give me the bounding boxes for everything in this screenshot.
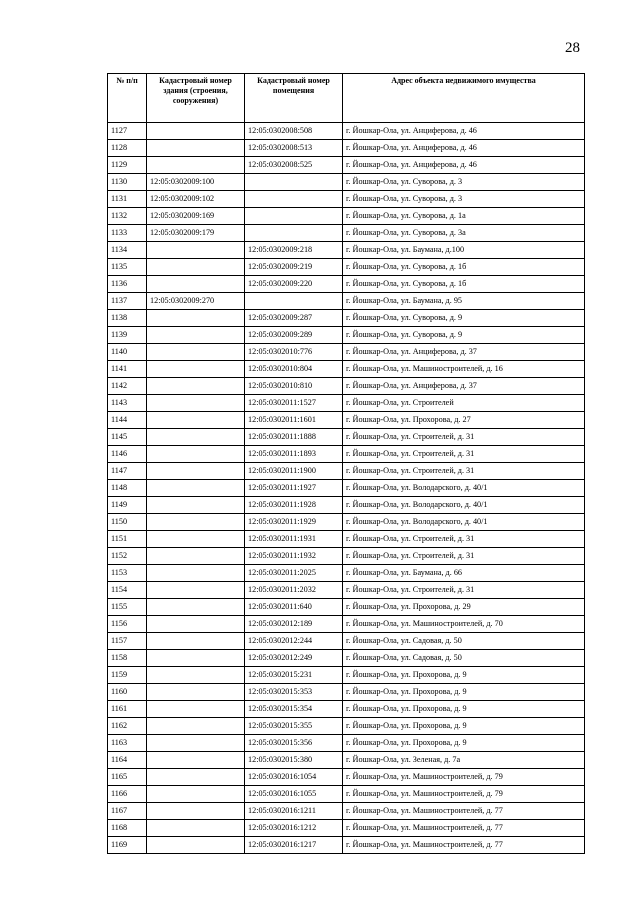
- cell-address: г. Йошкар-Ола, ул. Володарского, д. 40/1: [343, 480, 585, 497]
- table-row: [108, 599, 585, 616]
- cell-address: г. Йошкар-Ола, ул. Анциферова, д. 46: [343, 140, 585, 157]
- cell-premises-cadastral: 12:05:0302011:2025: [245, 565, 343, 582]
- header-premises-cadastral: Кадастровый номер помещения: [245, 74, 343, 123]
- cell-number: 1136: [108, 276, 147, 293]
- cell-address: г. Йошкар-Ола, ул. Прохорова, д. 27: [343, 412, 585, 429]
- cell-number: 1167: [108, 803, 147, 820]
- cell-number: 1169: [108, 837, 147, 854]
- cell-address: г. Йошкар-Ола, ул. Строителей, д. 31: [343, 446, 585, 463]
- cell-premises-cadastral: 12:05:0302015:354: [245, 701, 343, 718]
- cell-premises-cadastral: 12:05:0302016:1212: [245, 820, 343, 837]
- cell-address: г. Йошкар-Ола, ул. Строителей, д. 31: [343, 429, 585, 446]
- table-row: [108, 378, 585, 395]
- cell-address: г. Йошкар-Ола, ул. Анциферова, д. 37: [343, 378, 585, 395]
- cell-building-cadastral: [147, 480, 245, 497]
- table-row: [108, 565, 585, 582]
- cell-number: 1130: [108, 174, 147, 191]
- cell-address: г. Йошкар-Ола, ул. Володарского, д. 40/1: [343, 497, 585, 514]
- table-row: [108, 582, 585, 599]
- cell-premises-cadastral: 12:05:0302015:231: [245, 667, 343, 684]
- cell-premises-cadastral: 12:05:0302011:1900: [245, 463, 343, 480]
- cell-premises-cadastral: 12:05:0302011:1527: [245, 395, 343, 412]
- table-row: [108, 718, 585, 735]
- cell-number: 1159: [108, 667, 147, 684]
- cell-number: 1161: [108, 701, 147, 718]
- cell-building-cadastral: [147, 446, 245, 463]
- table-row: [108, 752, 585, 769]
- table-row: [108, 837, 585, 854]
- cell-number: 1149: [108, 497, 147, 514]
- cell-premises-cadastral: 12:05:0302011:1888: [245, 429, 343, 446]
- table-row: [108, 123, 585, 140]
- cell-address: г. Йошкар-Ола, ул. Володарского, д. 40/1: [343, 514, 585, 531]
- cell-premises-cadastral: 12:05:0302011:1931: [245, 531, 343, 548]
- cell-address: г. Йошкар-Ола, ул. Суворова, д. 3: [343, 191, 585, 208]
- cell-number: 1153: [108, 565, 147, 582]
- cell-premises-cadastral: 12:05:0302010:804: [245, 361, 343, 378]
- cell-premises-cadastral: 12:05:0302009:289: [245, 327, 343, 344]
- cell-address: г. Йошкар-Ола, ул. Прохорова, д. 29: [343, 599, 585, 616]
- cell-address: г. Йошкар-Ола, ул. Машиностроителей, д. 16: [343, 361, 585, 378]
- table-row: [108, 157, 585, 174]
- cell-building-cadastral: [147, 752, 245, 769]
- cell-number: 1160: [108, 684, 147, 701]
- cell-premises-cadastral: 12:05:0302008:525: [245, 157, 343, 174]
- cell-premises-cadastral: [245, 191, 343, 208]
- cell-number: 1143: [108, 395, 147, 412]
- cell-premises-cadastral: 12:05:0302011:1932: [245, 548, 343, 565]
- cell-building-cadastral: [147, 140, 245, 157]
- table-row: [108, 344, 585, 361]
- cell-address: г. Йошкар-Ола, ул. Суворова, д. 1а: [343, 208, 585, 225]
- cell-building-cadastral: [147, 242, 245, 259]
- table-row: [108, 412, 585, 429]
- page-number: 28: [565, 40, 580, 56]
- table-header-row: [108, 74, 585, 123]
- cell-building-cadastral: [147, 701, 245, 718]
- table-row: [108, 701, 585, 718]
- cell-premises-cadastral: [245, 208, 343, 225]
- table-row: [108, 361, 585, 378]
- cell-address: г. Йошкар-Ола, ул. Баумана, д.100: [343, 242, 585, 259]
- table-row: [108, 684, 585, 701]
- cell-premises-cadastral: 12:05:0302011:1601: [245, 412, 343, 429]
- cell-building-cadastral: [147, 565, 245, 582]
- cell-number: 1148: [108, 480, 147, 497]
- cell-building-cadastral: [147, 429, 245, 446]
- cell-address: г. Йошкар-Ола, ул. Прохорова, д. 9: [343, 735, 585, 752]
- table-row: [108, 174, 585, 191]
- header-address: Адрес объекта недвижимого имущества: [343, 74, 585, 123]
- cell-building-cadastral: [147, 157, 245, 174]
- cell-premises-cadastral: 12:05:0302009:218: [245, 242, 343, 259]
- cell-building-cadastral: [147, 786, 245, 803]
- cell-number: 1166: [108, 786, 147, 803]
- cell-number: 1133: [108, 225, 147, 242]
- cell-address: г. Йошкар-Ола, ул. Баумана, д. 66: [343, 565, 585, 582]
- cell-premises-cadastral: 12:05:0302011:1893: [245, 446, 343, 463]
- table-row: [108, 820, 585, 837]
- cell-premises-cadastral: 12:05:0302011:640: [245, 599, 343, 616]
- cell-premises-cadastral: 12:05:0302015:355: [245, 718, 343, 735]
- cell-premises-cadastral: 12:05:0302015:380: [245, 752, 343, 769]
- cell-building-cadastral: [147, 412, 245, 429]
- table-row: [108, 140, 585, 157]
- cell-premises-cadastral: 12:05:0302016:1217: [245, 837, 343, 854]
- table-row: [108, 531, 585, 548]
- table-row: [108, 480, 585, 497]
- cell-number: 1139: [108, 327, 147, 344]
- cell-address: г. Йошкар-Ола, ул. Строителей: [343, 395, 585, 412]
- cell-premises-cadastral: 12:05:0302012:189: [245, 616, 343, 633]
- cell-number: 1165: [108, 769, 147, 786]
- cell-building-cadastral: [147, 361, 245, 378]
- cell-number: 1151: [108, 531, 147, 548]
- cell-building-cadastral: [147, 803, 245, 820]
- property-table: [107, 73, 585, 854]
- cell-number: 1147: [108, 463, 147, 480]
- cell-premises-cadastral: 12:05:0302012:249: [245, 650, 343, 667]
- cell-number: 1144: [108, 412, 147, 429]
- cell-building-cadastral: [147, 463, 245, 480]
- table-row: [108, 327, 585, 344]
- cell-premises-cadastral: 12:05:0302011:1927: [245, 480, 343, 497]
- cell-address: г. Йошкар-Ола, ул. Садовая, д. 50: [343, 650, 585, 667]
- cell-number: 1127: [108, 123, 147, 140]
- cell-building-cadastral: [147, 123, 245, 140]
- table-row: [108, 310, 585, 327]
- cell-address: г. Йошкар-Ола, ул. Суворова, д. 9: [343, 310, 585, 327]
- cell-building-cadastral: [147, 548, 245, 565]
- cell-number: 1164: [108, 752, 147, 769]
- cell-building-cadastral: [147, 582, 245, 599]
- table-row: [108, 276, 585, 293]
- cell-address: г. Йошкар-Ола, ул. Машиностроителей, д. 79: [343, 786, 585, 803]
- cell-number: 1137: [108, 293, 147, 310]
- cell-number: 1142: [108, 378, 147, 395]
- cell-building-cadastral: [147, 667, 245, 684]
- cell-premises-cadastral: 12:05:0302012:244: [245, 633, 343, 650]
- cell-number: 1158: [108, 650, 147, 667]
- cell-building-cadastral: [147, 378, 245, 395]
- cell-address: г. Йошкар-Ола, ул. Машиностроителей, д. 77: [343, 803, 585, 820]
- table-row: [108, 429, 585, 446]
- table-row: [108, 769, 585, 786]
- table-row: [108, 497, 585, 514]
- table-row: [108, 446, 585, 463]
- cell-building-cadastral: [147, 837, 245, 854]
- cell-address: г. Йошкар-Ола, ул. Прохорова, д. 9: [343, 667, 585, 684]
- header-building-cadastral: Кадастровый номер здания (строения, сооружения): [147, 74, 245, 123]
- cell-number: 1163: [108, 735, 147, 752]
- cell-address: г. Йошкар-Ола, ул. Машиностроителей, д. 70: [343, 616, 585, 633]
- cell-number: 1156: [108, 616, 147, 633]
- cell-premises-cadastral: 12:05:0302010:776: [245, 344, 343, 361]
- table-row: [108, 191, 585, 208]
- cell-building-cadastral: [147, 497, 245, 514]
- table-row: [108, 463, 585, 480]
- cell-building-cadastral: 12:05:0302009:270: [147, 293, 245, 310]
- cell-number: 1146: [108, 446, 147, 463]
- cell-building-cadastral: [147, 599, 245, 616]
- table-row: [108, 735, 585, 752]
- cell-address: г. Йошкар-Ола, ул. Прохорова, д. 9: [343, 718, 585, 735]
- cell-building-cadastral: [147, 820, 245, 837]
- cell-number: 1134: [108, 242, 147, 259]
- cell-building-cadastral: 12:05:0302009:169: [147, 208, 245, 225]
- cell-number: 1131: [108, 191, 147, 208]
- cell-premises-cadastral: 12:05:0302011:2032: [245, 582, 343, 599]
- table-row: [108, 667, 585, 684]
- cell-premises-cadastral: 12:05:0302009:287: [245, 310, 343, 327]
- cell-number: 1154: [108, 582, 147, 599]
- cell-address: г. Йошкар-Ола, ул. Суворова, д. 9: [343, 327, 585, 344]
- cell-premises-cadastral: [245, 293, 343, 310]
- cell-number: 1155: [108, 599, 147, 616]
- table-row: [108, 259, 585, 276]
- cell-premises-cadastral: 12:05:0302016:1054: [245, 769, 343, 786]
- cell-number: 1128: [108, 140, 147, 157]
- cell-premises-cadastral: 12:05:0302015:356: [245, 735, 343, 752]
- table-row: [108, 293, 585, 310]
- table-row: [108, 803, 585, 820]
- table-row: [108, 633, 585, 650]
- cell-premises-cadastral: 12:05:0302011:1929: [245, 514, 343, 531]
- cell-address: г. Йошкар-Ола, ул. Садовая, д. 50: [343, 633, 585, 650]
- cell-address: г. Йошкар-Ола, ул. Строителей, д. 31: [343, 582, 585, 599]
- table-row: [108, 208, 585, 225]
- cell-number: 1135: [108, 259, 147, 276]
- table-row: [108, 616, 585, 633]
- cell-premises-cadastral: 12:05:0302010:810: [245, 378, 343, 395]
- cell-address: г. Йошкар-Ола, ул. Строителей, д. 31: [343, 548, 585, 565]
- cell-building-cadastral: [147, 344, 245, 361]
- cell-address: г. Йошкар-Ола, ул. Суворова, д. 3: [343, 174, 585, 191]
- cell-number: 1138: [108, 310, 147, 327]
- cell-number: 1157: [108, 633, 147, 650]
- cell-address: г. Йошкар-Ола, ул. Суворова, д. 3а: [343, 225, 585, 242]
- table-row: [108, 514, 585, 531]
- cell-address: г. Йошкар-Ола, ул. Машиностроителей, д. 77: [343, 837, 585, 854]
- cell-building-cadastral: [147, 395, 245, 412]
- table-row: [108, 548, 585, 565]
- cell-premises-cadastral: 12:05:0302008:508: [245, 123, 343, 140]
- cell-number: 1140: [108, 344, 147, 361]
- cell-building-cadastral: [147, 769, 245, 786]
- cell-premises-cadastral: 12:05:0302009:219: [245, 259, 343, 276]
- table-row: [108, 650, 585, 667]
- cell-address: г. Йошкар-Ола, ул. Анциферова, д. 46: [343, 123, 585, 140]
- cell-building-cadastral: [147, 310, 245, 327]
- cell-premises-cadastral: 12:05:0302016:1055: [245, 786, 343, 803]
- table-row: [108, 242, 585, 259]
- cell-number: 1168: [108, 820, 147, 837]
- cell-address: г. Йошкар-Ола, ул. Суворова, д. 1б: [343, 276, 585, 293]
- cell-building-cadastral: [147, 259, 245, 276]
- cell-address: г. Йошкар-Ола, ул. Прохорова, д. 9: [343, 684, 585, 701]
- cell-address: г. Йошкар-Ола, ул. Машиностроителей, д. 77: [343, 820, 585, 837]
- cell-premises-cadastral: [245, 225, 343, 242]
- cell-building-cadastral: 12:05:0302009:102: [147, 191, 245, 208]
- cell-building-cadastral: [147, 684, 245, 701]
- cell-building-cadastral: [147, 633, 245, 650]
- table-body: [108, 123, 585, 854]
- cell-building-cadastral: [147, 616, 245, 633]
- table-row: [108, 225, 585, 242]
- cell-premises-cadastral: [245, 174, 343, 191]
- header-number: № п/п: [108, 74, 147, 123]
- cell-number: 1152: [108, 548, 147, 565]
- cell-address: г. Йошкар-Ола, ул. Баумана, д. 95: [343, 293, 585, 310]
- table-row: [108, 395, 585, 412]
- cell-address: г. Йошкар-Ола, ул. Строителей, д. 31: [343, 531, 585, 548]
- cell-number: 1145: [108, 429, 147, 446]
- cell-address: г. Йошкар-Ола, ул. Анциферова, д. 37: [343, 344, 585, 361]
- cell-premises-cadastral: 12:05:0302009:220: [245, 276, 343, 293]
- cell-address: г. Йошкар-Ола, ул. Прохорова, д. 9: [343, 701, 585, 718]
- cell-building-cadastral: [147, 327, 245, 344]
- cell-premises-cadastral: 12:05:0302015:353: [245, 684, 343, 701]
- cell-address: г. Йошкар-Ола, ул. Строителей, д. 31: [343, 463, 585, 480]
- cell-building-cadastral: [147, 735, 245, 752]
- cell-number: 1162: [108, 718, 147, 735]
- cell-address: г. Йошкар-Ола, ул. Суворова, д. 1б: [343, 259, 585, 276]
- cell-building-cadastral: 12:05:0302009:179: [147, 225, 245, 242]
- cell-building-cadastral: [147, 650, 245, 667]
- table-row: [108, 786, 585, 803]
- cell-building-cadastral: [147, 276, 245, 293]
- cell-number: 1132: [108, 208, 147, 225]
- cell-building-cadastral: 12:05:0302009:100: [147, 174, 245, 191]
- cell-address: г. Йошкар-Ола, ул. Зеленая, д. 7а: [343, 752, 585, 769]
- cell-address: г. Йошкар-Ола, ул. Анциферова, д. 46: [343, 157, 585, 174]
- cell-building-cadastral: [147, 718, 245, 735]
- cell-premises-cadastral: 12:05:0302008:513: [245, 140, 343, 157]
- cell-number: 1150: [108, 514, 147, 531]
- cell-building-cadastral: [147, 514, 245, 531]
- cell-number: 1129: [108, 157, 147, 174]
- cell-premises-cadastral: 12:05:0302016:1211: [245, 803, 343, 820]
- cell-premises-cadastral: 12:05:0302011:1928: [245, 497, 343, 514]
- cell-address: г. Йошкар-Ола, ул. Машиностроителей, д. 79: [343, 769, 585, 786]
- cell-number: 1141: [108, 361, 147, 378]
- cell-building-cadastral: [147, 531, 245, 548]
